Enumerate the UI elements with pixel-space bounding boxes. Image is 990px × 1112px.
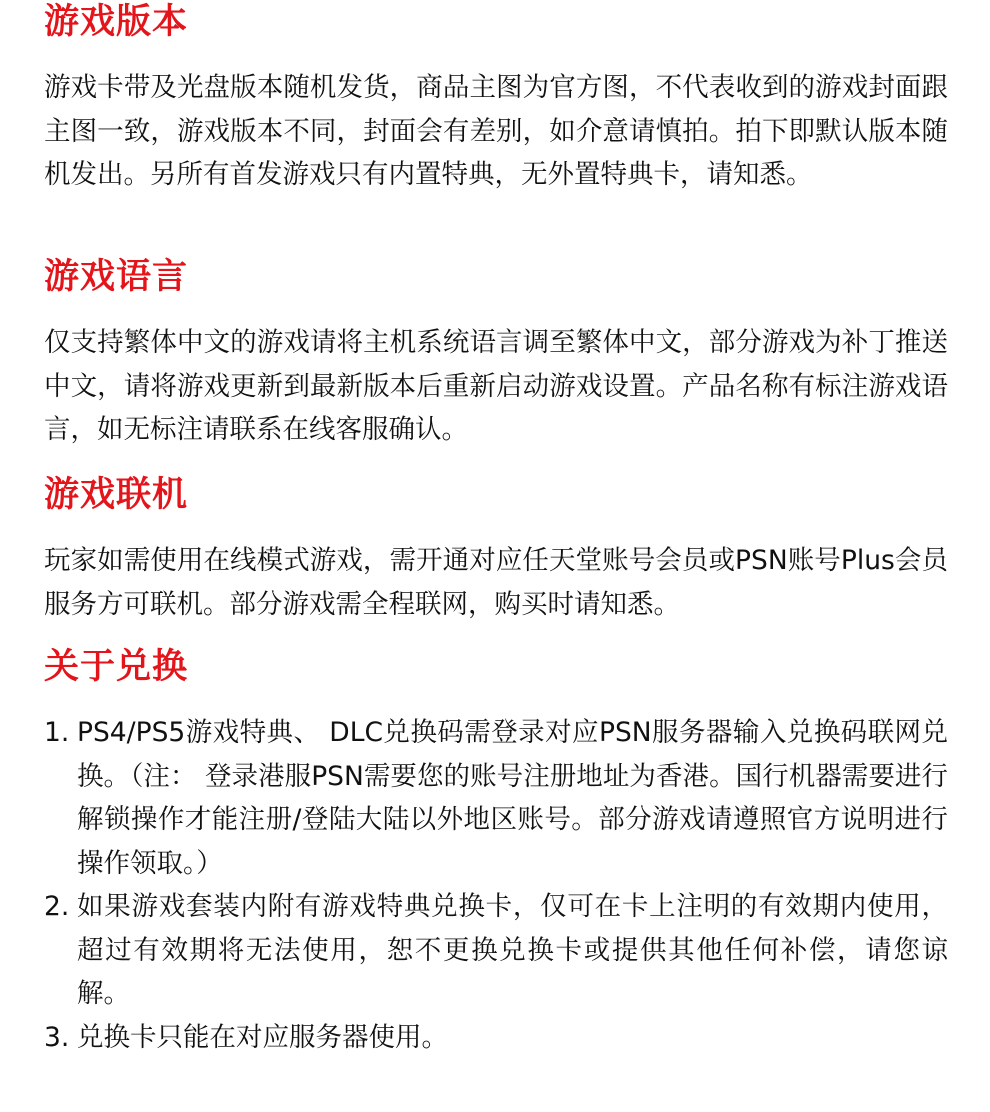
section-title: 游戏语言	[44, 257, 189, 297]
section-paragraph: 游戏卡带及光盘版本随机发货，商品主图为官方图，不代表收到的游戏封面跟主图一致，游戏版本不同，封面会有差别，如介意请慎拍。拍下即默认版本随机发出。另所有首发游戏只有内置特典，无外置特典卡，请知悉。	[44, 72, 948, 190]
list-item	[44, 1016, 948, 1060]
list-item-number: 2.	[44, 891, 70, 922]
section-redemption	[44, 645, 948, 1059]
list-item-text: 如果游戏套装内附有游戏特典兑换卡，仅可在卡上注明的有效期内使用，超过有效期将无法使用，恕不更换兑换卡或提供其他任何补偿，请您谅解。	[77, 891, 948, 1009]
list-item	[44, 711, 948, 885]
list-item-text: PS4/PS5游戏特典、 DLC兑换码需登录对应PSN服务器输入兑换码联网兑换。（注： 登录港服PSN需要您的账号注册地址为香港。国行机器需要进行解锁操作才能注册/登陆大陆以外地区账号。部分游戏请遵照官方说明进行操作领取。）	[77, 717, 948, 879]
list-item-number: 3.	[44, 1021, 70, 1053]
list-item	[44, 885, 948, 1016]
section-title: 游戏联机	[44, 475, 189, 515]
section-game-language	[44, 255, 948, 452]
list-item-text: 兑换卡只能在对应服务器使用。	[77, 1021, 448, 1053]
section-title: 游戏版本	[44, 2, 189, 42]
list-item-number: 1.	[44, 717, 70, 748]
section-paragraph: 玩家如需使用在线模式游戏，需开通对应任天堂账号会员或PSN账号Plus会员服务方可联机。部分游戏需全程联网，购买时请知悉。	[44, 545, 948, 620]
section-online-play	[44, 473, 948, 626]
section-paragraph: 仅支持繁体中文的游戏请将主机系统语言调至繁体中文，部分游戏为补丁推送中文，请将游戏更新到最新版本后重新启动游戏设置。产品名称有标注游戏语言，如无标注请联系在线客服确认。	[44, 327, 948, 445]
redemption-list	[44, 711, 948, 1059]
section-title: 关于兑换	[44, 647, 189, 687]
section-game-version	[44, 0, 948, 197]
